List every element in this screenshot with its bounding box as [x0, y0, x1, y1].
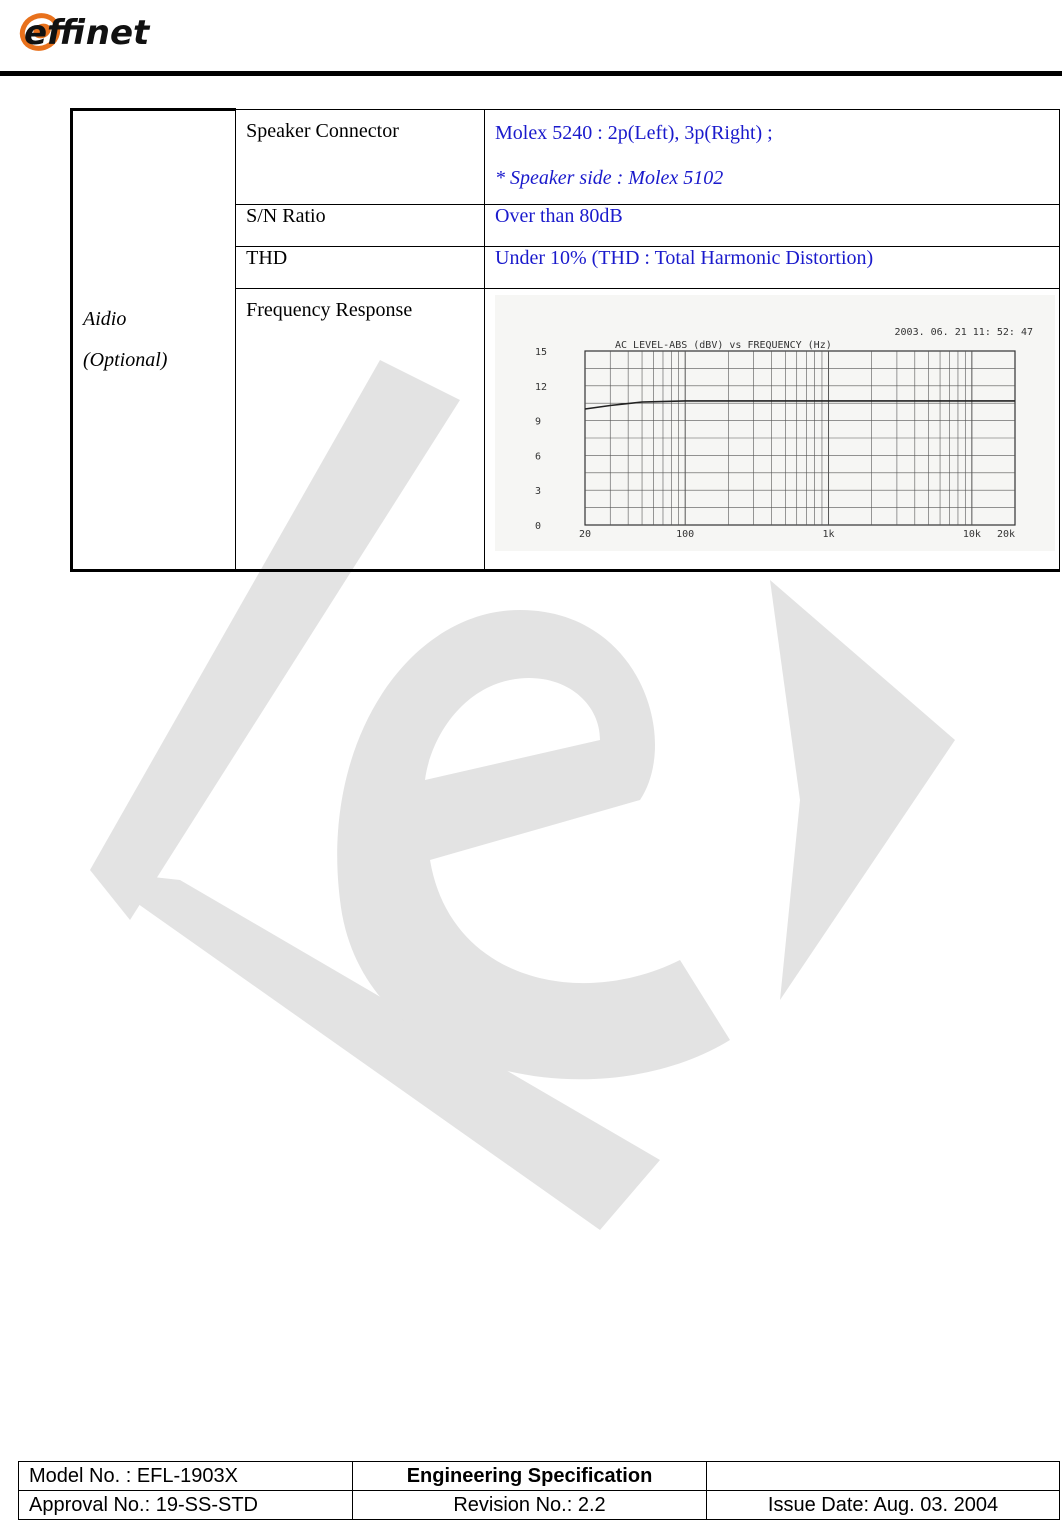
speaker-connector-value: Molex 5240 : 2p(Left), 3p(Right) ;: [495, 122, 773, 144]
y-tick-label: 9: [535, 416, 542, 428]
x-tick-label: 20k: [996, 529, 1015, 540]
group-label-cell: [72, 110, 236, 571]
chart-timestamp: 2003. 06. 21 11: 52: 47: [894, 327, 1033, 338]
x-tick-label: 1k: [822, 529, 835, 540]
row-label: Speaker Connector: [236, 110, 485, 205]
row-value: [485, 110, 1060, 205]
y-tick-label: 6: [535, 451, 542, 463]
chart-title: AC LEVEL-ABS (dBV) vs FREQUENCY (Hz): [615, 340, 832, 351]
logo-text: effinet: [24, 13, 150, 53]
footer-table: [18, 1461, 1060, 1520]
row-label: THD: [236, 247, 485, 289]
table-row: [72, 110, 1060, 205]
table-row: [19, 1491, 1060, 1520]
frequency-chart-svg: [495, 295, 1055, 551]
response-curve: [585, 401, 1015, 409]
document-title: Engineering Specification: [353, 1462, 707, 1491]
row-value: Over than 80dB: [485, 205, 1060, 247]
y-tick-label: 3: [535, 486, 542, 498]
row-value: Under 10% (THD : Total Harmonic Distortion): [485, 247, 1060, 289]
revision-number: Revision No.: 2.2: [353, 1491, 707, 1520]
x-tick-label: 20: [578, 529, 592, 540]
row-label: Frequency Response: [236, 289, 485, 571]
frequency-chart: [495, 295, 1055, 551]
y-tick-label: 12: [535, 381, 548, 393]
spec-table: [70, 108, 1060, 572]
table-row: [19, 1462, 1060, 1491]
row-label: S/N Ratio: [236, 205, 485, 247]
x-tick-label: 100: [676, 529, 695, 540]
approval-number: Approval No.: 19-SS-STD: [19, 1491, 353, 1520]
effinet-logo: [12, 0, 182, 60]
group-label-optional: (Optional): [83, 349, 168, 371]
footer-empty-cell: [707, 1462, 1060, 1491]
y-tick-label: 15: [535, 347, 548, 358]
x-tick-label: 10k: [962, 529, 981, 540]
issue-date: Issue Date: Aug. 03. 2004: [707, 1491, 1060, 1520]
frequency-chart-cell: [485, 289, 1060, 571]
model-number: Model No. : EFL-1903X: [19, 1462, 353, 1491]
y-tick-label: 0: [535, 521, 542, 532]
header-rule: [0, 71, 1062, 76]
speaker-connector-note: * Speaker side : Molex 5102: [495, 167, 724, 189]
group-label: Aidio: [83, 308, 127, 330]
